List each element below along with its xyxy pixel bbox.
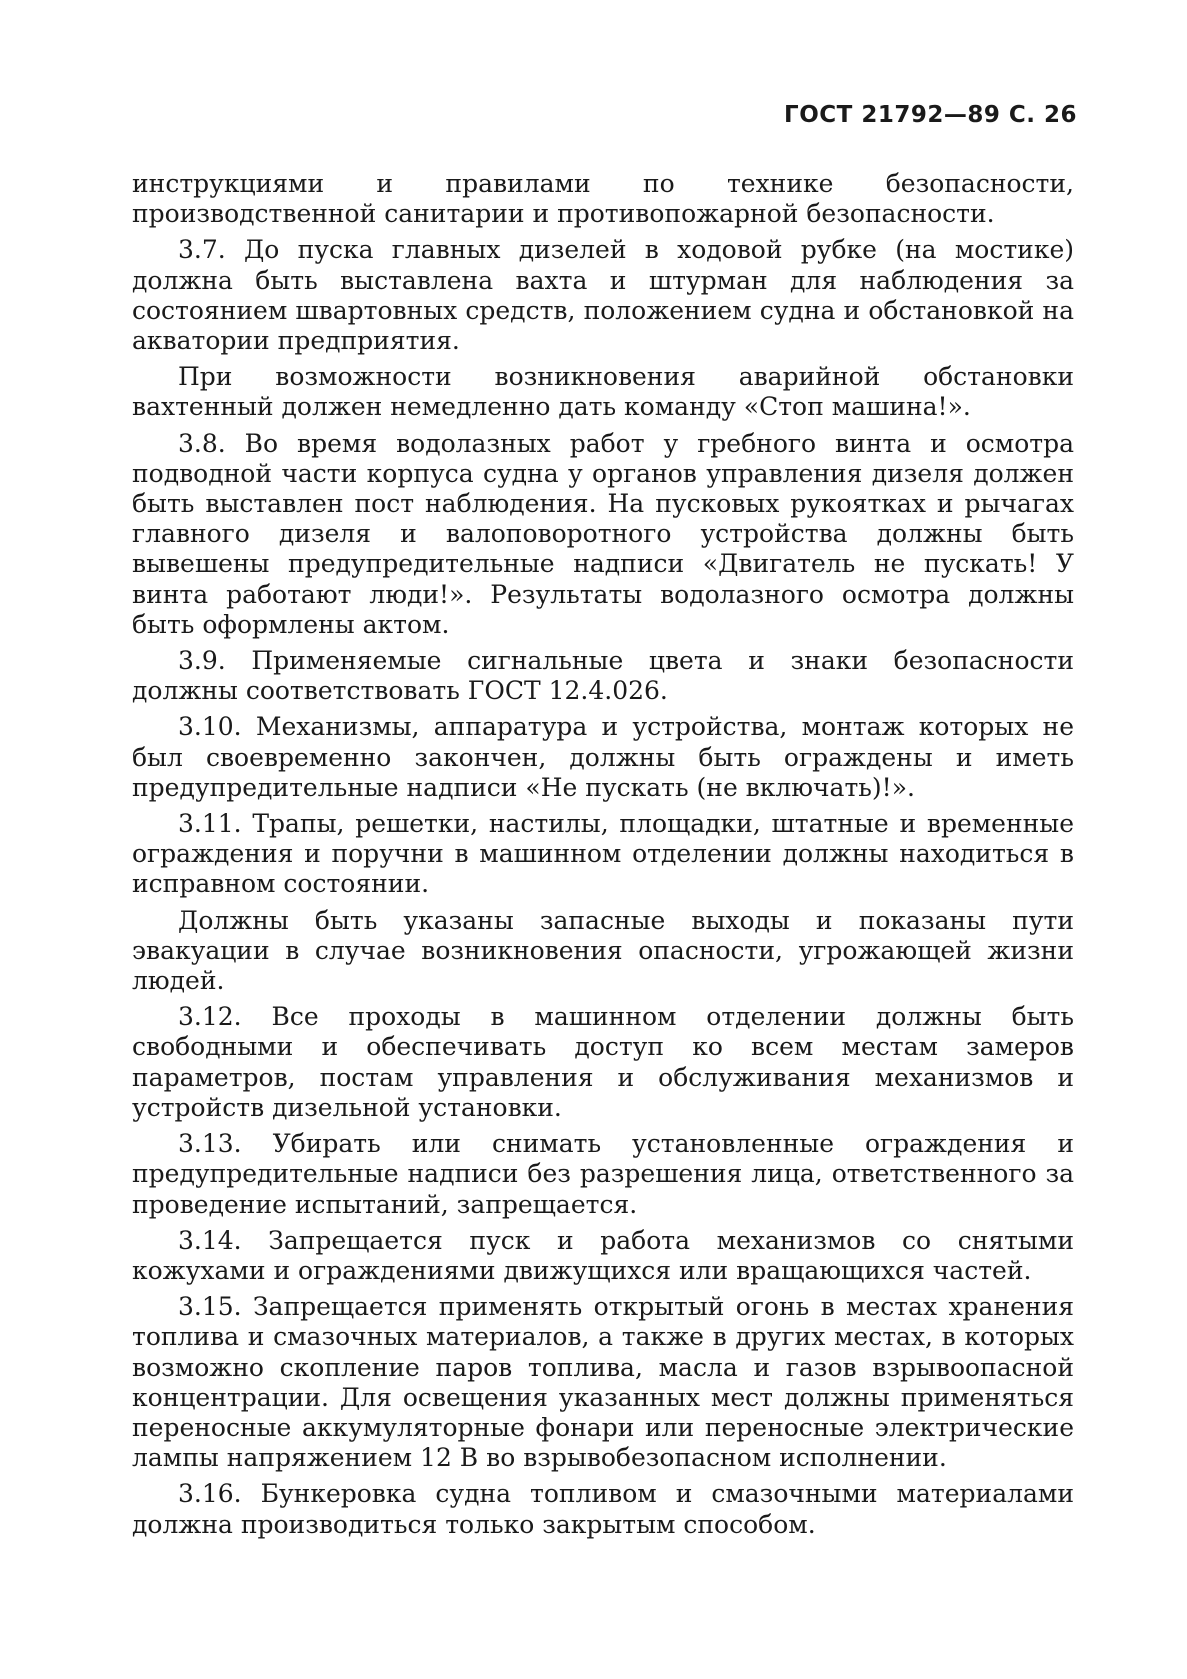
paragraph-3-7: 3.7. До пуска главных дизелей в ходовой рубке (на мостике) должна быть выставлена вахта и штурман для наблюдения за состоянием швартовных средств, положением судна и обстановкой на акватории предприятия. bbox=[132, 235, 1074, 356]
paragraph-continuation: инструкциями и правилами по технике безопасности, производственной санитарии и противопожарной безопасности. bbox=[132, 169, 1074, 229]
paragraph-3-15: 3.15. Запрещается применять открытый огонь в местах хранения топлива и смазочных материалов, а также в других местах, в которых возможно скопление паров топлива, масла и газов взрывоопасной концентрации. Для освещения указанных мест должны применяться переносные аккумуляторные фонари или переносные электрические лампы напряжением 12 В во взрывобезопасном исполнении. bbox=[132, 1292, 1074, 1473]
paragraph-3-14: 3.14. Запрещается пуск и работа механизмов со снятыми кожухами и ограждениями движущихся или вращающихся частей. bbox=[132, 1225, 1074, 1285]
paragraph-3-11: 3.11. Трапы, решетки, настилы, площадки, штатные и временные ограждения и поручни в машинном отделении должны находиться в исправном состоянии. bbox=[132, 809, 1074, 899]
paragraph-3-9: 3.9. Применяемые сигнальные цвета и знаки безопасности должны соответствовать ГОСТ 12.4.026. bbox=[132, 646, 1074, 706]
paragraph-3-12: 3.12. Все проходы в машинном отделении должны быть свободными и обеспечивать доступ ко всем местам замеров параметров, постам управления и обслуживания механизмов и устройств дизельной установки. bbox=[132, 1002, 1074, 1122]
page-header: ГОСТ 21792—89 С. 26 bbox=[784, 102, 1077, 128]
paragraph-3-7-note: При возможности возникновения аварийной обстановки вахтенный должен немедленно дать команду «Стоп машина!». bbox=[132, 362, 1074, 422]
document-body bbox=[132, 169, 1074, 1546]
paragraph-3-13: 3.13. Убирать или снимать установленные ограждения и предупредительные надписи без разрешения лица, ответственного за проведение испытаний, запрещается. bbox=[132, 1129, 1074, 1219]
paragraph-3-16: 3.16. Бункеровка судна топливом и смазочными материалами должна производиться только закрытым способом. bbox=[132, 1479, 1074, 1539]
paragraph-3-10: 3.10. Механизмы, аппаратура и устройства, монтаж которых не был своевременно закончен, должны быть ограждены и иметь предупредительные надписи «Не пускать (не включать)!». bbox=[132, 712, 1074, 802]
paragraph-3-8: 3.8. Во время водолазных работ у гребного винта и осмотра подводной части корпуса судна у органов управления дизеля должен быть выставлен пост наблюдения. На пусковых рукоятках и рычагах главного дизеля и валоповоротного устройства должны быть вывешены предупредительные надписи «Двигатель не пускать! У винта работают люди!». Результаты водолазного осмотра должны быть оформлены актом. bbox=[132, 428, 1074, 639]
paragraph-3-11-note: Должны быть указаны запасные выходы и показаны пути эвакуации в случае возникновения опасности, угрожающей жизни людей. bbox=[132, 905, 1074, 996]
